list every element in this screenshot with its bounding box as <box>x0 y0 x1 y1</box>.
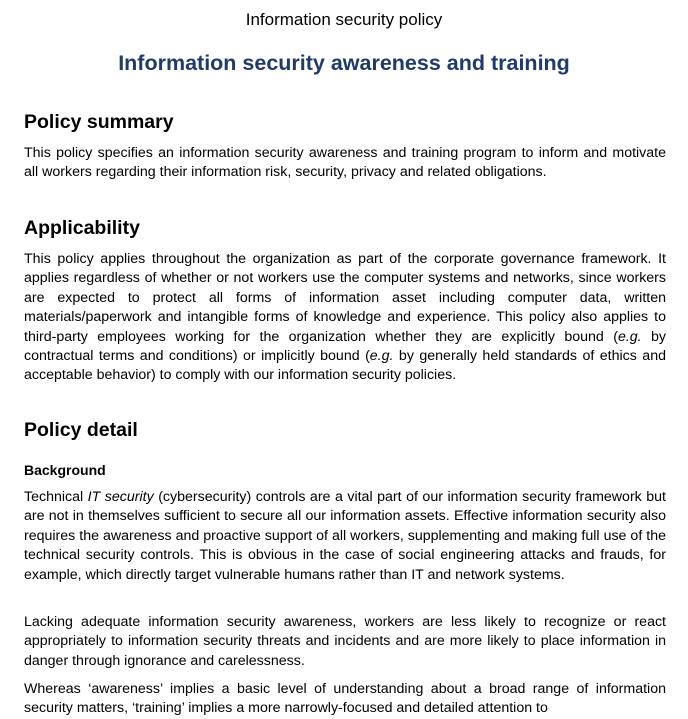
background-paragraph-2: Lacking adequate information security awareness, workers are less likely to recognize or react appropriately to information security threats and incidents and are more likely to place information in danger through ignorance and carelessness. <box>24 614 666 669</box>
applicability-heading: Applicability <box>24 217 140 239</box>
policy-detail-heading: Policy detail <box>24 419 138 441</box>
background-paragraph-1: Technical IT security (cybersecurity) controls are a vital part of our information security framework but are not in themselves sufficient to secure all our information assets. Effective information security also requires the awareness and proactive support of all workers, supplementing and making full use of the technical security controls. This is obvious in the case of social engineering attacks and frauds, for example, which directly target vulnerable humans rather than IT and network systems. <box>24 489 667 583</box>
policy-summary-heading: Policy summary <box>24 111 174 133</box>
it-security-term: IT security <box>87 489 154 505</box>
eg-abbrev: e.g. <box>617 328 642 345</box>
document-title: Information security awareness and training <box>118 51 570 75</box>
policy-summary-text: This policy specifies an information security awareness and training program to inform and motivate all workers regarding their information risk, security, privacy and related obligations. <box>24 145 666 181</box>
eg-abbrev: e.g. <box>369 348 394 365</box>
background-heading: Background <box>24 462 106 478</box>
background-paragraph-3: Whereas ‘awareness’ implies a basic level of understanding about a broad range of information security matters, ‘training’ implies a more narrowly-focused and detailed attention to <box>24 681 666 717</box>
applicability-text: This policy applies throughout the organization as part of the corporate governance framework. It applies regardless of whether or not workers use the computer systems and networks, since workers are expected to protect all forms of information asset including computer data, written materials/paperwork and intangible forms of knowledge and experience. This policy also applies to third-party employees working for the organization whether they are explicitly bound (e.g. by contractual terms and conditions) or implicitly bound (e.g. by generally held standards of ethics and acceptable behavior) to comply with our information security policies. <box>24 251 666 384</box>
document-header: Information security policy <box>245 10 443 29</box>
